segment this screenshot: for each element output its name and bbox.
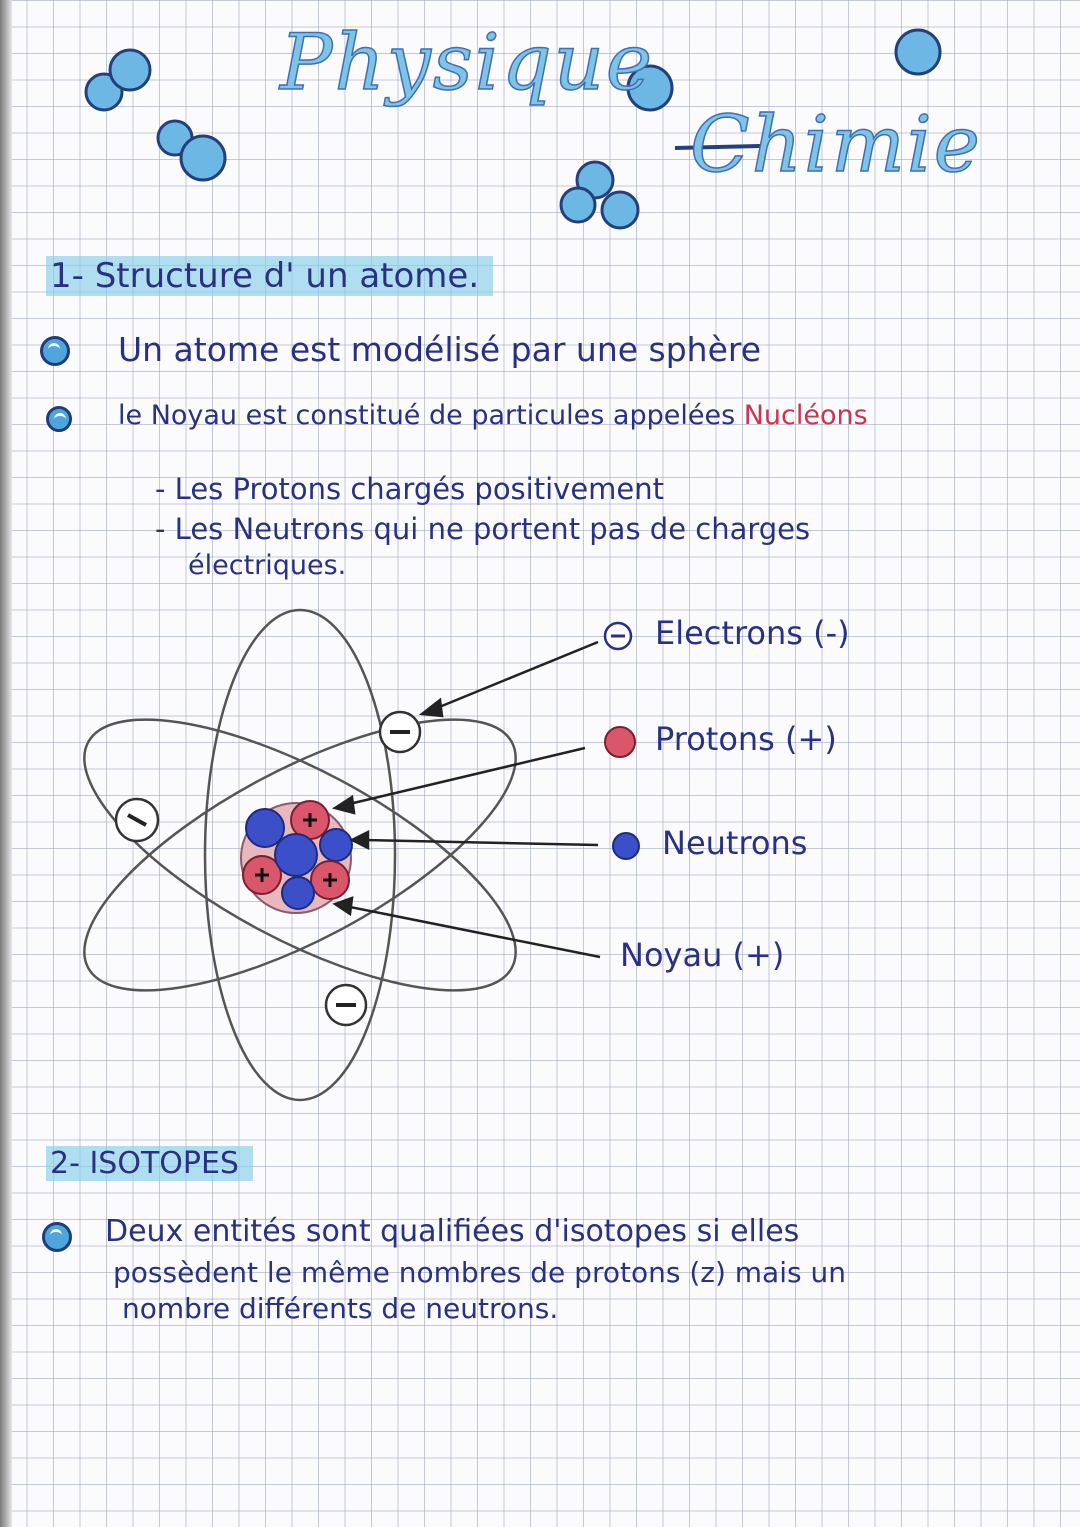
section2-heading-text: 2- ISOTOPES — [46, 1146, 253, 1181]
title-chimie: Chimie — [690, 100, 982, 190]
bullet-icon — [42, 1222, 72, 1252]
legend-protons: Protons (+) — [655, 720, 837, 758]
legend-neutron-icon — [613, 833, 639, 859]
legend-neutrons: Neutrons — [662, 824, 808, 862]
section1-heading-text: 1- Structure d' un atome. — [46, 256, 493, 296]
section2-line1: Deux entités sont qualifiées d'isotopes si elles — [105, 1214, 800, 1249]
section1-sub2-cont: électriques. — [188, 550, 347, 581]
nucleus — [241, 801, 352, 913]
section1-sub1: - Les Protons chargés positivement — [155, 472, 665, 506]
section2-heading — [46, 1146, 253, 1181]
section1-bullet1: Un atome est modélisé par une sphère — [118, 330, 762, 369]
title-physique: Physique — [280, 18, 655, 108]
section2-line2: possèdent le même nombres de protons (z) mais un — [113, 1256, 846, 1289]
legend-noyau: Noyau (+) — [620, 936, 785, 974]
section1-sub2: - Les Neutrons qui ne portent pas de charges — [155, 512, 811, 546]
legend-electrons: Electrons (-) — [655, 614, 850, 652]
legend-proton-icon — [605, 727, 635, 757]
nucleons-term: Nucléons — [743, 400, 868, 431]
bullet2-text: le Noyau est constitué de particules appelées — [118, 400, 744, 431]
section2-line3: nombre différents de neutrons. — [122, 1292, 559, 1325]
